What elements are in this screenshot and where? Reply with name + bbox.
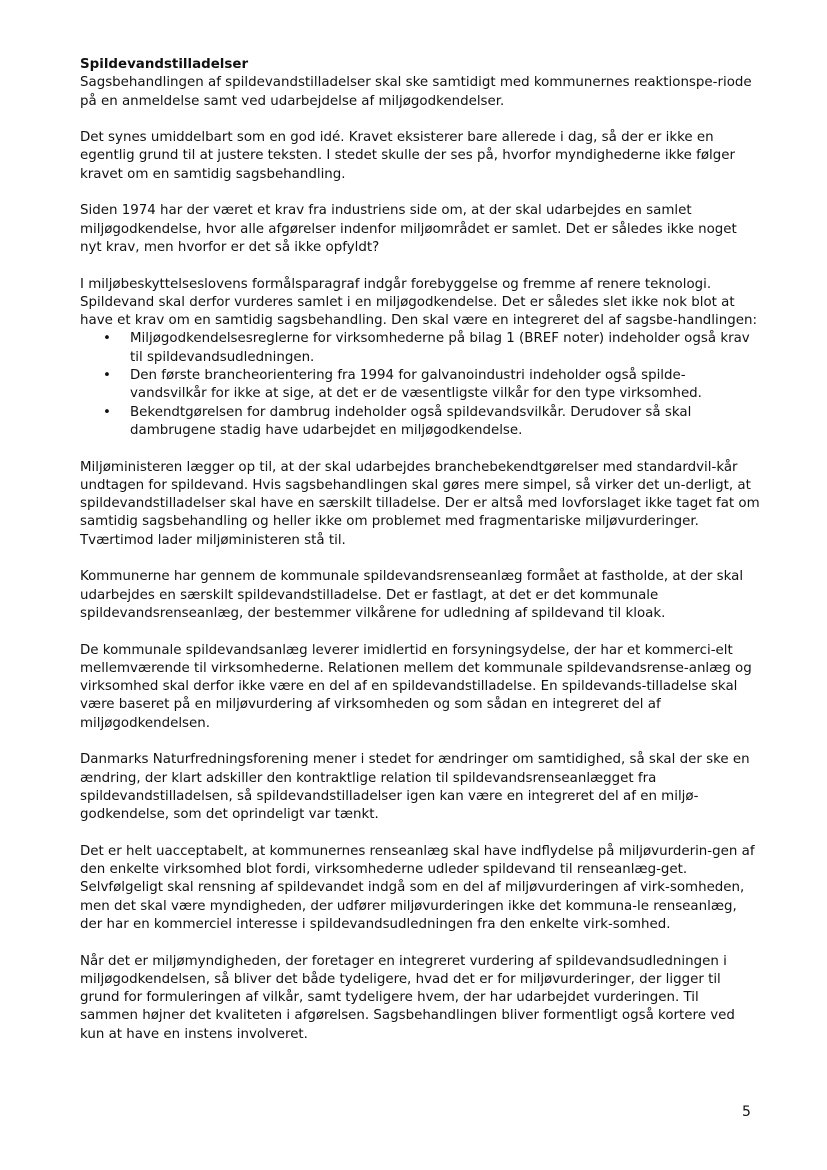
paragraph-7: Danmarks Naturfredningsforening mener i stedet for ændringer om samtidighed, så skal der ske en ændring, der klart adskiller den kontraktlige relation til spildevandsrenseanlægget fra spildevandstilladelsen, så spildevandstilladelser igen kan være en integreret del af en miljø-godkendelse, som det oprindeligt var tænkt. (80, 752, 750, 823)
list-item-text: Den første brancheorientering fra 1994 for galvanoindustri indeholder også spilde-vandsvilkår for ikke at sige, at det er de væsentligste vilkår for den type virksomhed. (130, 368, 702, 402)
paragraph-6: De kommunale spildevandsanlæg leverer imidlertid en forsyningsydelse, der har et kommerci-elt mellemværende til virksomhederne. Relationen mellem det kommunale spildevandsrense-anlæg og virksomhed skal derfor ikke være en del af en spildevandstilladelse. En spildevands-tilladelse skal være baseret på en miljøvurdering af virksomheden og som sådan en integreret del af miljøgodkendelsen. (80, 642, 752, 731)
list-item (103, 404, 760, 441)
paragraph-8: Det er helt uacceptabelt, at kommunernes renseanlæg skal have indflydelse på miljøvurderin-gen af den enkelte virksomhed blot fordi, virksomhederne udleder spildevand til renseanlæg-get. Selvfølgeligt skal rensning af spildevandet indgå som en del af miljøvurderingen af virk-somheden, men det skal være myndigheden, der udfører miljøvurderingen ikke det kommuna-le renseanlæg, der har en kommerciel interesse i spildevandsudledningen fra den enkelte virk-somhed. (80, 843, 755, 932)
list-item-text: Bekendtgørelsen for dambrug indeholder også spildevandsvilkår. Derudover så skal dambrugene stadig have udarbejdet en miljøgodkendelse. (130, 404, 692, 438)
list-item (103, 367, 760, 404)
paragraph-9: Når det er miljømyndigheden, der foretager en integreret vurdering af spildevandsudledningen i miljøgodkendelsen, så bliver det både tydeligere, hvad det er for miljøvurderinger, der ligger til grund for formuleringen af vilkår, samt tydeligere hvem, der har udarbejdet vurderingen. Til sammen højner det kvaliteten i afgørelsen. Sagsbehandlingen bliver formentligt også kortere ved kun at have en instens involveret. (80, 953, 735, 1042)
bullet-list (80, 330, 760, 440)
paragraph-5: Kommunerne har gennem de kommunale spildevandsrenseanlæg formået at fastholde, at der skal udarbejdes en særskilt spildevandstilladelse. Det er fastlagt, at det er det kommunale spildevandsrenseanlæg, der bestemmer vilkårene for udledning af spildevand til kloak. (80, 569, 744, 621)
bullet-icon: • (103, 404, 111, 420)
list-item (103, 330, 760, 367)
page-number: 5 (742, 1104, 751, 1120)
intro-paragraph: Sagsbehandlingen af spildevandstilladelser skal ske samtidigt med kommunernes reaktionspe-riode på en anmeldelse samt ved udarbejdelse af miljøgodkendelser. (80, 75, 752, 109)
section-heading: Spildevandstilladelser (80, 57, 249, 72)
bullet-icon: • (103, 331, 111, 347)
paragraph-3: I miljøbeskyttelseslovens formålsparagraf indgår forebyggelse og fremme af renere teknologi. Spildevand skal derfor vurderes samlet i en miljøgodkendelse. Det er således slet ikke nok blot at have et krav om en samtidig sagsbehandling. Den skal være en integreret del af sagsbe-handlingen: (80, 276, 757, 329)
paragraph-1: Det synes umiddelbart som en god idé. Kravet eksisterer bare allerede i dag, så der er ikke en egentlig grund til at justere teksten. I stedet skulle der ses på, hvorfor myndighederne ikke følger kravet om en samtidig sagsbehandling. (80, 130, 736, 182)
document-page (80, 56, 760, 1062)
paragraph-2: Siden 1974 har der været et krav fra industriens side om, at der skal udarbejdes en samlet miljøgodkendelse, hvor alle afgørelser indenfor miljøområdet er samlet. Det er således ikke noget nyt krav, men hvorfor er det så ikke opfyldt? (80, 203, 737, 255)
paragraph-4: Miljøministeren lægger op til, at der skal udarbejdes branchebekendtgørelser med standardvil-kår undtagen for spildevand. Hvis sagsbehandlingen skal gøres mere simpel, så virker det un-derligt, at spildevandstilladelser skal have en særskilt tilladelse. Der er altså med lovforslaget ikke taget fat om samtidig sagsbehandling og heller ikke om problemet med fragmentariske miljøvurderinger. Tværtimod lader miljøministeren stå til. (80, 459, 760, 548)
bullet-icon: • (103, 368, 111, 384)
list-item-text: Miljøgodkendelsesreglerne for virksomhederne på bilag 1 (BREF noter) indeholder også krav til spildevandsudledningen. (130, 331, 750, 365)
